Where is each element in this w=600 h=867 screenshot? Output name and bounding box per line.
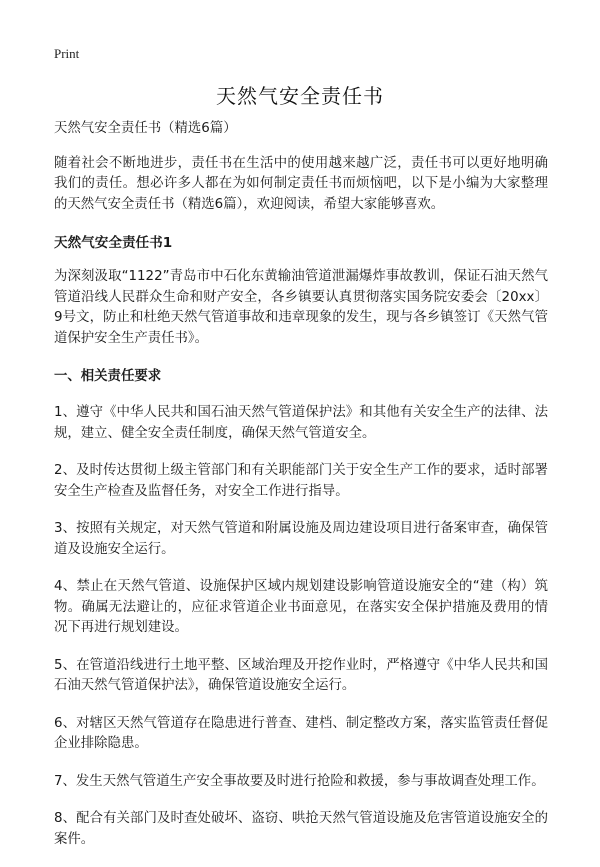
list-item: 5、在管道沿线进行土地平整、区域治理及开挖作业时，严格遵守《中华人民共和国石油天然气管道保护法》，确保管道设施安全运行。 [54, 657, 548, 693]
intro-paragraph: 随着社会不断地进步，责任书在生活中的使用越来越广泛，责任书可以更好地明确我们的责任。想必许多人都在为如何制定责任书而烦恼吧，以下是小编为大家整理的天然气安全责任书（精选6篇），欢迎阅读，希望大家能够喜欢。 [54, 155, 548, 212]
document-body [54, 119, 548, 867]
print-label: Print [54, 46, 80, 61]
document-subtitle: 天然气安全责任书（精选6篇） [54, 121, 237, 136]
list-item: 6、对辖区天然气管道存在隐患进行普查、建档、制定整改方案，落实监管责任督促企业排除隐患。 [54, 715, 548, 751]
list-item: 3、按照有关规定，对天然气管道和附属设施及周边建设项目进行备案审查，确保管道及设施安全运行。 [54, 521, 548, 557]
list-item: 2、及时传达贯彻上级主管部门和有关职能部门关于安全生产工作的要求，适时部署安全生产检查及监督任务，对安全工作进行指导。 [54, 463, 548, 499]
subheading-responsibilities: 一、相关责任要求 [54, 369, 162, 384]
section-paragraph: 为深刻汲取“1122”青岛市中石化东黄输油管道泄漏爆炸事故教训，保证石油天然气管道沿线人民群众生命和财产安全，各乡镇要认真贯彻落实国务院安委会〔20xx〕9号文，防止和杜绝天然气管道事故和违章现象的发生，现与各乡镇签订《天然气管道保护安全生产责任书》。 [54, 269, 548, 346]
section-title: 天然气安全责任书1 [54, 235, 173, 251]
list-item: 1、遵守《中华人民共和国石油天然气管道保护法》和其他有关安全生产的法律、法规，建立、健全安全责任制度，确保天然气管道安全。 [54, 405, 548, 441]
list-item: 8、配合有关部门及时查处破坏、盗窃、哄抢天然气管道设施及危害管道设施安全的案件。 [54, 811, 548, 847]
list-item: 7、发生天然气管道生产安全事故要及时进行抢险和救援，参与事故调查处理工作。 [54, 773, 545, 789]
list-item: 4、禁止在天然气管道、设施保护区域内规划建设影响管道设施安全的“建（构）筑物。确属无法避让的，应征求管道企业书面意见，在落实安全保护措施及费用的情况下再进行规划建设。 [54, 579, 548, 635]
document-title: 天然气安全责任书 [216, 84, 384, 108]
